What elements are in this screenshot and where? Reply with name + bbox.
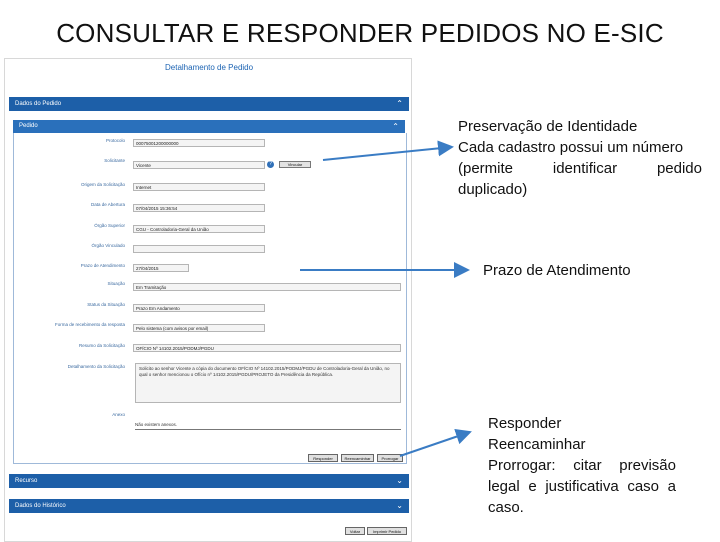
anexo-field: Não existem anexos.	[135, 421, 401, 430]
forma-recebimento-label: Forma de recebimento da resposta	[54, 322, 125, 327]
slide-title: CONSULTAR E RESPONDER PEDIDOS NO E-SIC	[56, 18, 664, 48]
status-situacao-field: Prazo Em Andamento	[133, 304, 265, 312]
identity-line-2: Cada cadastro possui um número	[458, 139, 684, 156]
situacao-label: Situação	[107, 281, 125, 286]
resumo-label: Resumo da Solicitação	[78, 343, 125, 348]
actions-line-2: Reencaminhar	[488, 436, 586, 453]
actions-word: caso	[627, 478, 660, 495]
data-abertura-field: 07/04/2015 15:36:54	[133, 204, 265, 212]
identity-note	[458, 116, 702, 200]
actions-word: Prorrogar:	[488, 457, 556, 474]
identity-word: pedido	[656, 160, 702, 177]
identity-word: (permite	[458, 160, 514, 177]
solicitante-field: Vicente	[133, 161, 265, 169]
status-situacao-label: Status da Situação	[87, 302, 125, 307]
chevron-up-icon[interactable]: ⌃	[392, 122, 399, 131]
identity-line-3	[458, 158, 702, 179]
actions-word: e	[528, 478, 537, 495]
actions-word: citar	[573, 457, 602, 474]
actions-word: a	[667, 478, 676, 495]
actions-line-3	[488, 455, 676, 476]
recurso-bar[interactable]	[9, 474, 409, 488]
help-icon[interactable]: ?	[267, 161, 274, 168]
vincular-button[interactable]: Vincular	[279, 161, 311, 168]
orgao-vinculado-field	[133, 245, 265, 253]
actions-line-1: Responder	[488, 415, 562, 432]
actions-word: previsão	[619, 457, 676, 474]
actions-line-5: caso.	[488, 499, 524, 516]
data-abertura-label: Data de Abertura	[90, 202, 125, 207]
solicitante-label: Solicitante	[104, 158, 125, 163]
actions-word: justificativa	[545, 478, 619, 495]
page-heading: Detalhamento de Pedido	[165, 63, 254, 72]
prazo-field: 27/04/2015	[133, 264, 189, 272]
voltar-button[interactable]: Voltar	[345, 527, 365, 535]
historico-label: Dados do Histórico	[15, 503, 66, 509]
imprimir-pedido-button[interactable]: Imprimir Pedido	[367, 527, 407, 535]
pedido-bar[interactable]	[13, 120, 405, 133]
actions-line-4	[488, 476, 676, 497]
orgao-superior-field: CGU - Controladoria-Geral da União	[133, 225, 265, 233]
responder-button[interactable]: Responder	[308, 454, 338, 462]
dados-pedido-label: Dados do Pedido	[15, 101, 62, 107]
protocolo-label: Protocolo	[105, 138, 125, 143]
prazo-label: Prazo de Atendimento	[80, 263, 125, 268]
orgao-superior-label: Órgão Superior	[94, 223, 125, 228]
origem-field: Internet	[133, 183, 265, 191]
identity-line-1: Preservação de Identidade	[458, 118, 638, 135]
identity-word: identificar	[552, 160, 618, 177]
recurso-label: Recurso	[15, 478, 38, 484]
prorrogar-button[interactable]: Prorrogar	[377, 454, 403, 462]
detalhamento-field: Solicito ao senhor Vicente a cópia do documento OFÍCIO Nº 14102.2015/PODMJ/PGDU de Controladoria-Geral da União, no qual o senhor mencionou o Ofício nº 14102.2015/PGDU/PROJETO da Presidência da República.	[135, 363, 401, 403]
identity-line-4: duplicado)	[458, 181, 528, 198]
origem-label: Origem da Solicitação	[80, 182, 125, 187]
protocolo-field: 00075001200000000	[133, 139, 265, 147]
situacao-field: Em Tramitação	[133, 283, 401, 291]
reencaminhar-button[interactable]: Reencaminhar	[341, 454, 374, 462]
pedido-label: Pedido	[19, 123, 38, 129]
forma-recebimento-field: Pelo sistema (com avisos por email)	[133, 324, 265, 332]
historico-bar[interactable]	[9, 499, 409, 513]
chevron-down-icon[interactable]: ⌄	[396, 476, 403, 485]
dados-pedido-bar[interactable]	[9, 97, 409, 111]
orgao-vinculado-label: Órgão Vinculado	[91, 243, 125, 248]
chevron-up-icon[interactable]: ⌃	[396, 99, 403, 108]
esic-screenshot	[4, 58, 412, 542]
detalhamento-label: Detalhamento da Solicitação	[67, 364, 125, 369]
chevron-down-icon[interactable]: ⌄	[396, 501, 403, 510]
actions-note	[488, 413, 676, 518]
prazo-note	[483, 260, 631, 281]
actions-word: legal	[488, 478, 520, 495]
prazo-note-text: Prazo de Atendimento	[483, 262, 631, 279]
resumo-field: OFÍCIO Nº 14102.2015/PODMJ/PGDU	[133, 344, 401, 352]
anexo-label: Anexo	[112, 412, 125, 417]
